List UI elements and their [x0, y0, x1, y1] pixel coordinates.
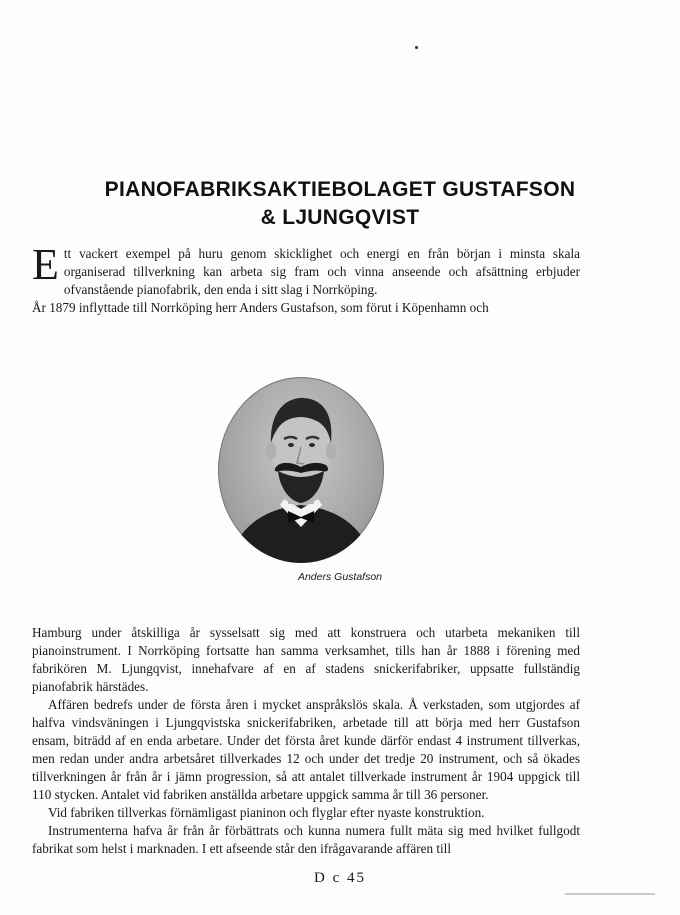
- intro-text: tt vackert exempel på huru genom skicklighet och energi en från början i minsta skala organiserad tillverkning kan arbeta sig fram och vinna anseende och afsättning erbjuder ofvanstående pianofabrik, den enda i sitt slag i Norrköping.: [63, 246, 580, 297]
- title-line-2: & LJUNGQVIST: [260, 206, 420, 229]
- scan-artifact: [565, 893, 655, 895]
- portrait-caption: Anders Gustafson: [297, 571, 383, 583]
- portrait-photo: [218, 377, 384, 563]
- title-line-1: PIANOFABRIKSAKTIEBOLAGET GUSTAFSON: [104, 178, 576, 201]
- body-paragraph-4: Instrumenterna hafva år från år förbättrats och kunna numera fullt mäta sig med hvilket fullgodt fabrikat som helst i marknaden. I ett afseende står den ifrågavarande affären till: [32, 823, 580, 856]
- intro-paragraph: [32, 240, 580, 299]
- right-ear: [326, 442, 336, 460]
- body-paragraph-1: Hamburg under åtskilliga år sysselsatt sig med att konstruera och utarbeta mekaniken till pianoinstrument. I Norrköping fortsatte han samma verksamhet, tills han år 1888 i förening med fabrikören M. Ljungqvist, innehafvare af en af stadens snickerifabriker, uppsatte fullständig pianofabrik härstädes.: [32, 625, 580, 694]
- body-paragraph-3: Vid fabriken tillverkas förnämligast pianinon och flyglar efter nyaste konstruktion.: [48, 805, 485, 820]
- portrait-illustration: [218, 377, 384, 563]
- right-eye: [309, 443, 315, 447]
- speck: [415, 46, 418, 49]
- left-eye: [288, 443, 294, 447]
- paragraph-1879: År 1879 inflyttade till Norrköping herr Anders Gustafson, som förut i Köpenhamn och: [32, 300, 489, 315]
- left-ear: [266, 442, 276, 460]
- body-paragraph-2: Affären bedrefs under de första åren i mycket anspråkslös skala. Å verkstaden, som utgjordes af halfva vindsväningen i Ljungqvistska snickerifabriken, arbetade till att börja med herr Gustafson ensam, biträdd af en enda arbetare. Under det första året kunde därför endast 4 instrument tillverkas, men redan under andra arbetsåret tillverkades 12 och under det tredje 20 instrument, och så ökades tillverkningen år från år i jämn progression, så att antalet tillverkade instrument år 1904 uppgick till 110 stycken. Antalet vid fabriken anställda arbetare uppgick samma år till 36 personer.: [32, 697, 580, 802]
- body-text: [32, 624, 580, 858]
- page-marker: D c 45: [314, 870, 366, 886]
- drop-cap: E: [32, 240, 59, 289]
